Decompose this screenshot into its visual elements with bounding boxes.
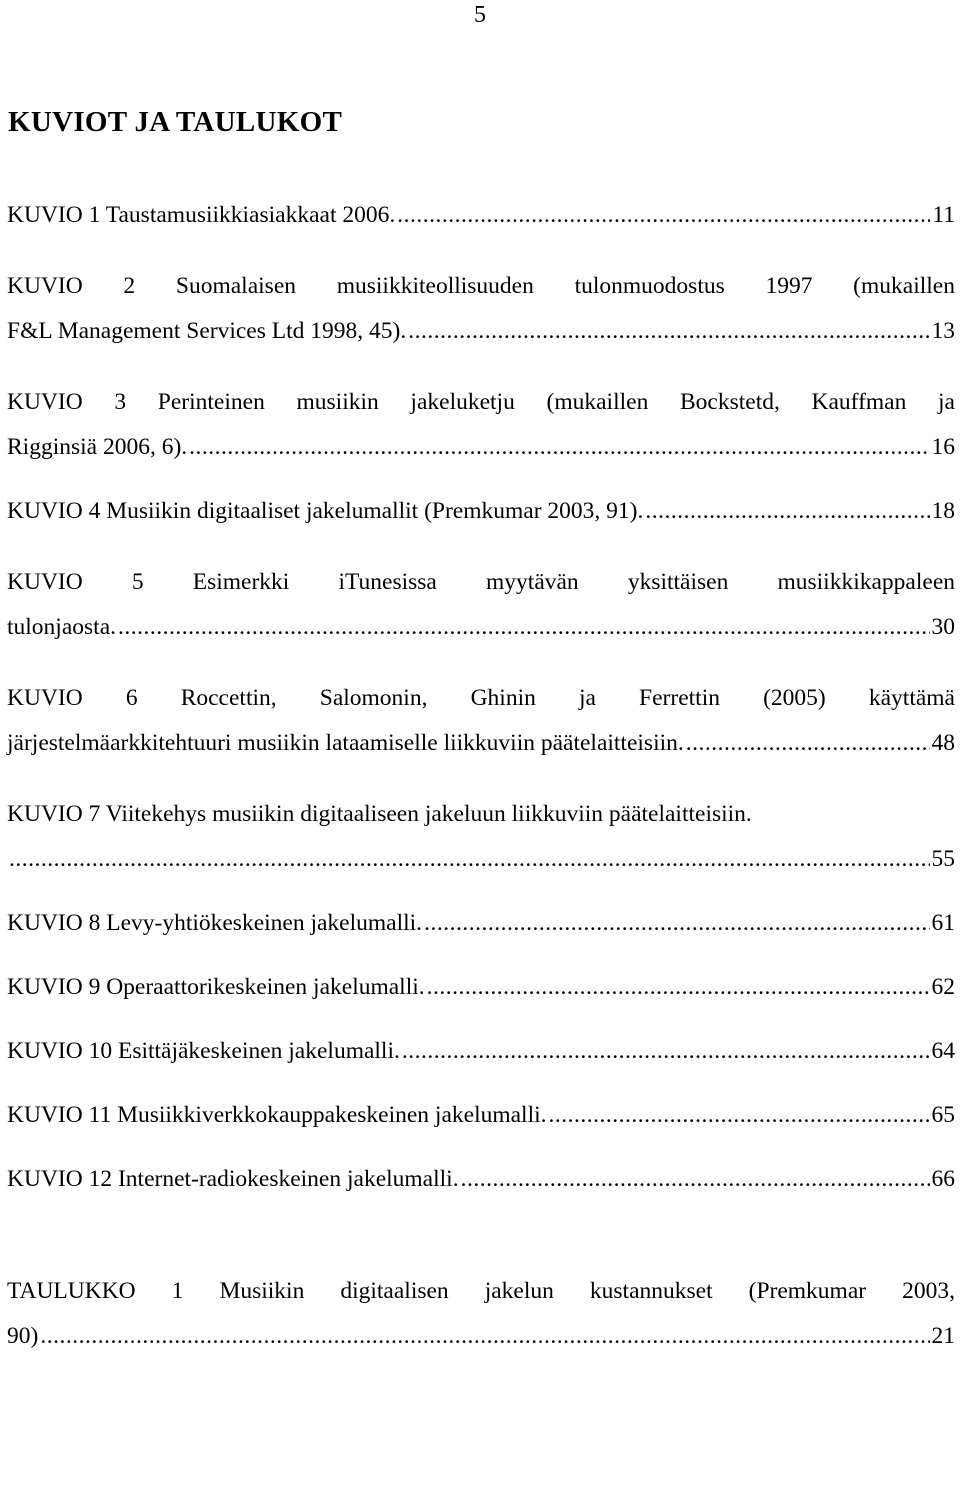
entry-title-line: TAULUKKO 1 Musiikin digitaalisen jakelun kustannukset (Premkumar 2003, — [7, 1278, 955, 1304]
page-ref: 30 — [931, 614, 955, 640]
toc-entry-kuvio-6[interactable] — [7, 672, 955, 763]
dot-leader — [461, 1160, 930, 1199]
entry-title: KUVIO 9 Operaattorikeskeinen jakelumalli. — [7, 974, 425, 1000]
toc-entry-kuvio-4[interactable] — [7, 492, 955, 531]
entry-title-line: KUVIO 5 Esimerkki iTunesissa myytävän yksittäisen musiikkikappaleen — [7, 569, 955, 595]
page-ref: 13 — [931, 318, 955, 344]
page-ref: 55 — [931, 846, 955, 872]
entry-title-line: KUVIO 6 Roccettin, Salomonin, Ghinin ja Ferrettin (2005) käyttämä — [7, 685, 955, 711]
page-ref: 16 — [931, 434, 955, 460]
toc-entry-kuvio-1[interactable] — [7, 196, 955, 235]
page-ref: 11 — [932, 202, 955, 228]
toc-entry-taulukko-1[interactable] — [7, 1265, 955, 1356]
entry-title-line: 90) — [7, 1323, 39, 1349]
page-ref: 66 — [931, 1166, 955, 1192]
dot-leader — [549, 1096, 930, 1135]
toc-entry-kuvio-7[interactable] — [7, 788, 955, 879]
page-ref: 62 — [931, 974, 955, 1000]
toc-entry-kuvio-8[interactable] — [7, 904, 955, 943]
entry-title: KUVIO 12 Internet-radiokeskeinen jakelumalli. — [7, 1166, 459, 1192]
page-ref: 18 — [931, 498, 955, 524]
page-number: 5 — [474, 2, 486, 28]
dot-leader — [686, 724, 930, 763]
page-ref: 21 — [931, 1323, 955, 1349]
entry-title-line: Rigginsiä 2006, 6). — [7, 434, 188, 460]
page-ref: 48 — [931, 730, 955, 756]
dot-leader — [408, 312, 929, 351]
entry-title: KUVIO 10 Esittäjäkeskeinen jakelumalli. — [7, 1038, 400, 1064]
toc-entry-kuvio-12[interactable] — [7, 1160, 955, 1199]
entry-title: KUVIO 11 Musiikkiverkkokauppakeskeinen jakelumalli. — [7, 1102, 547, 1128]
list-of-figures-and-tables — [7, 196, 955, 1356]
toc-entry-kuvio-9[interactable] — [7, 968, 955, 1007]
entry-title-line: KUVIO 3 Perinteinen musiikin jakeluketju (mukaillen Bockstetd, Kauffman ja — [7, 389, 955, 415]
entry-title-line: KUVIO 2 Suomalaisen musiikkiteollisuuden tulonmuodostus 1997 (mukaillen — [7, 273, 955, 299]
page-ref: 64 — [931, 1038, 955, 1064]
entry-title-line: F&L Management Services Ltd 1998, 45). — [7, 318, 407, 344]
dot-leader — [397, 196, 930, 235]
dot-leader — [118, 608, 930, 647]
dot-leader — [9, 840, 930, 879]
dot-leader — [427, 968, 930, 1007]
dot-leader — [424, 904, 929, 943]
toc-entry-kuvio-3[interactable] — [7, 376, 955, 467]
toc-entry-kuvio-2[interactable] — [7, 260, 955, 351]
toc-entry-kuvio-10[interactable] — [7, 1032, 955, 1071]
toc-entry-kuvio-5[interactable] — [7, 556, 955, 647]
toc-entry-kuvio-11[interactable] — [7, 1096, 955, 1135]
entry-title: KUVIO 4 Musiikin digitaaliset jakelumallit (Premkumar 2003, 91). — [7, 498, 644, 524]
dot-leader — [402, 1032, 930, 1071]
dot-leader — [189, 428, 929, 467]
entry-title: KUVIO 8 Levy-yhtiökeskeinen jakelumalli. — [7, 910, 423, 936]
page-heading: KUVIOT JA TAULUKOT — [8, 106, 343, 138]
entry-title-line: järjestelmäarkkitehtuuri musiikin lataamiselle liikkuviin päätelaitteisiin. — [7, 730, 684, 756]
page-ref: 65 — [931, 1102, 955, 1128]
dot-leader — [645, 492, 929, 531]
page-ref: 61 — [931, 910, 955, 936]
dot-leader — [40, 1317, 929, 1356]
entry-title-line: tulonjaosta. — [7, 614, 116, 640]
entry-title: KUVIO 1 Taustamusiikkiasiakkaat 2006. — [7, 202, 396, 228]
entry-title-line: KUVIO 7 Viitekehys musiikin digitaaliseen jakeluun liikkuviin päätelaitteisiin. — [7, 801, 752, 827]
